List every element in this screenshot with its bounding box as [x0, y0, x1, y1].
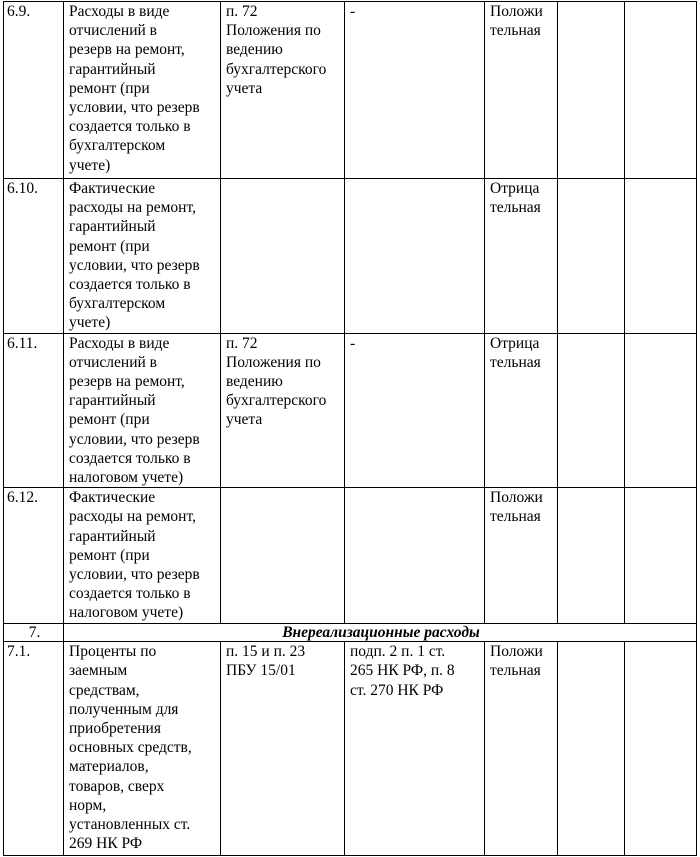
accounting-reference: п. 72 Положения по ведению бухгалтерского учета	[221, 2, 345, 179]
tax-reference: -	[345, 333, 485, 488]
empty-cell	[558, 642, 625, 856]
empty-cell	[558, 2, 625, 179]
table-row	[4, 333, 697, 488]
expense-description: Проценты по заемным средствам, полученным для приобретения основных средств, материалов, товаров, сверх норм, установленных ст. 269 НК РФ	[64, 642, 221, 856]
empty-cell	[625, 2, 697, 179]
empty-cell	[558, 333, 625, 488]
row-number: 6.10.	[4, 179, 64, 334]
difference-type: Положи тельная	[485, 488, 558, 624]
expense-description: Расходы в виде отчислений в резерв на ремонт, гарантийный ремонт (при условии, что резерв создается только в бухгалтерском учете)	[64, 2, 221, 179]
accounting-reference	[221, 179, 345, 334]
accounting-reference: п. 72 Положения по ведению бухгалтерского учета	[221, 333, 345, 488]
section-number: 7.	[4, 624, 64, 642]
empty-cell	[625, 488, 697, 624]
empty-cell	[558, 179, 625, 334]
tax-reference: подп. 2 п. 1 ст. 265 НК РФ, п. 8 ст. 270 НК РФ	[345, 642, 485, 856]
row-number: 6.9.	[4, 2, 64, 179]
tax-reference: -	[345, 2, 485, 179]
difference-type: Отрица тельная	[485, 179, 558, 334]
expense-description: Фактические расходы на ремонт, гарантийный ремонт (при условии, что резерв создается только в налоговом учете)	[64, 488, 221, 624]
table-row	[4, 2, 697, 179]
row-number: 6.11.	[4, 333, 64, 488]
row-number: 7.1.	[4, 642, 64, 856]
accounting-reference	[221, 488, 345, 624]
difference-type: Положи тельная	[485, 642, 558, 856]
empty-cell	[558, 488, 625, 624]
difference-type: Положи тельная	[485, 2, 558, 179]
row-number: 6.12.	[4, 488, 64, 624]
section-header-row	[4, 624, 697, 642]
empty-cell	[625, 179, 697, 334]
difference-type: Отрица тельная	[485, 333, 558, 488]
table-row	[4, 179, 697, 334]
tax-reference	[345, 488, 485, 624]
empty-cell	[625, 333, 697, 488]
accounting-reference: п. 15 и п. 23 ПБУ 15/01	[221, 642, 345, 856]
empty-cell	[625, 642, 697, 856]
table-row	[4, 488, 697, 624]
tax-reference	[345, 179, 485, 334]
section-title: Внереализационные расходы	[64, 624, 697, 642]
expense-description: Расходы в виде отчислений в резерв на ремонт, гарантийный ремонт (при условии, что резерв создается только в налоговом учете)	[64, 333, 221, 488]
expense-description: Фактические расходы на ремонт, гарантийный ремонт (при условии, что резерв создается только в бухгалтерском учете)	[64, 179, 221, 334]
accounting-differences-table	[3, 1, 697, 856]
table-row	[4, 642, 697, 856]
